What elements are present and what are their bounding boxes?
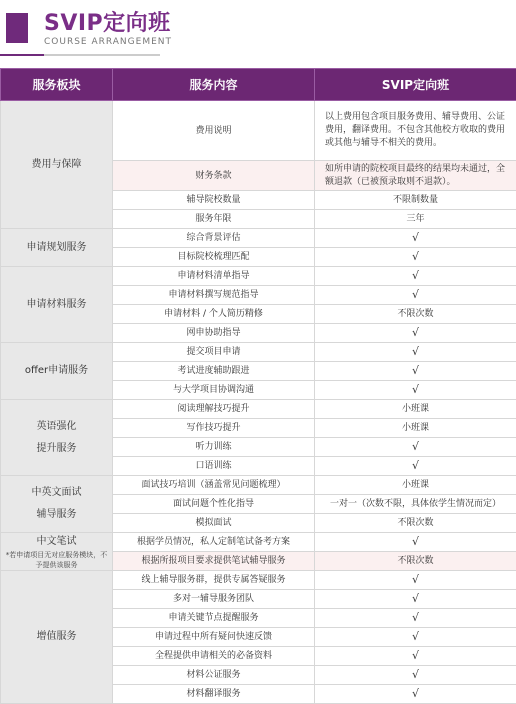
service-cell: 网申协助指导 bbox=[113, 324, 315, 343]
value-cell: 小班课 bbox=[315, 419, 516, 438]
check-mark-cell: √ bbox=[315, 609, 516, 628]
check-mark-cell: √ bbox=[315, 666, 516, 685]
table-body bbox=[1, 101, 516, 704]
check-mark-cell: √ bbox=[315, 647, 516, 666]
check-mark-cell: √ bbox=[315, 229, 516, 248]
page-title: SVIP定向班 bbox=[44, 6, 171, 37]
module-cell bbox=[1, 101, 113, 229]
check-mark-cell: √ bbox=[315, 685, 516, 704]
service-cell: 申请过程中所有疑问快速反馈 bbox=[113, 628, 315, 647]
page-header bbox=[0, 0, 516, 62]
service-cell: 全程提供申请相关的必备资料 bbox=[113, 647, 315, 666]
service-cell: 面试问题个性化指导 bbox=[113, 495, 315, 514]
module-label-line: 英语强化 bbox=[3, 419, 110, 435]
module-cell bbox=[1, 400, 113, 476]
module-label: 中文笔试 bbox=[3, 534, 110, 550]
check-mark-cell: √ bbox=[315, 381, 516, 400]
service-cell: 目标院校梳理匹配 bbox=[113, 248, 315, 267]
table-row bbox=[1, 229, 516, 248]
table-row bbox=[1, 267, 516, 286]
page-subtitle: COURSE ARRANGEMENT bbox=[44, 37, 172, 47]
service-cell: 听力训练 bbox=[113, 438, 315, 457]
service-cell: 服务年限 bbox=[113, 210, 315, 229]
service-cell: 与大学项目协调沟通 bbox=[113, 381, 315, 400]
value-cell: 以上费用包含项目服务费用、辅导费用、公证费用，翻译费用。不包含其他校方收取的费用或其他与辅导不相关的费用。 bbox=[315, 101, 516, 161]
table-row bbox=[1, 101, 516, 161]
column-header-service: 服务内容 bbox=[113, 69, 315, 101]
brand-square-decoration bbox=[6, 13, 28, 43]
service-cell: 财务条款 bbox=[113, 161, 315, 191]
service-cell: 根据所报项目要求提供笔试辅导服务 bbox=[113, 552, 315, 571]
check-mark-cell: √ bbox=[315, 571, 516, 590]
service-cell: 申请材料 / 个人简历精修 bbox=[113, 305, 315, 324]
check-mark-cell: √ bbox=[315, 343, 516, 362]
check-mark-cell: √ bbox=[315, 267, 516, 286]
table-row bbox=[1, 533, 516, 552]
check-mark-cell: √ bbox=[315, 362, 516, 381]
check-mark-cell: √ bbox=[315, 590, 516, 609]
service-cell: 模拟面试 bbox=[113, 514, 315, 533]
table-row bbox=[1, 343, 516, 362]
service-cell: 阅读理解技巧提升 bbox=[113, 400, 315, 419]
module-label: offer申请服务 bbox=[3, 363, 110, 379]
module-label: 增值服务 bbox=[3, 629, 110, 645]
service-table bbox=[0, 68, 516, 704]
check-mark-cell: √ bbox=[315, 533, 516, 552]
check-mark-cell: √ bbox=[315, 628, 516, 647]
service-cell: 综合背景评估 bbox=[113, 229, 315, 248]
value-cell: 不限次数 bbox=[315, 514, 516, 533]
module-cell bbox=[1, 476, 113, 533]
module-cell bbox=[1, 267, 113, 343]
value-cell: 如所申请的院校项目最终的结果均未通过，全额退款（已被预录取则不退款）。 bbox=[315, 161, 516, 191]
service-cell: 辅导院校数量 bbox=[113, 191, 315, 210]
service-cell: 线上辅导服务群，提供专属答疑服务 bbox=[113, 571, 315, 590]
module-cell bbox=[1, 533, 113, 571]
service-cell: 材料翻译服务 bbox=[113, 685, 315, 704]
module-label-line: 中英文面试 bbox=[3, 485, 110, 501]
value-cell: 不限次数 bbox=[315, 552, 516, 571]
service-cell: 材料公证服务 bbox=[113, 666, 315, 685]
check-mark-cell: √ bbox=[315, 248, 516, 267]
check-mark-cell: √ bbox=[315, 457, 516, 476]
value-cell: 不限次数 bbox=[315, 305, 516, 324]
value-cell: 一对一（次数不限，具体依学生情况而定） bbox=[315, 495, 516, 514]
service-cell: 根据学员情况，私人定制笔试备考方案 bbox=[113, 533, 315, 552]
value-cell: 小班课 bbox=[315, 400, 516, 419]
module-label: 费用与保障 bbox=[3, 157, 110, 173]
table-row bbox=[1, 571, 516, 590]
service-cell: 口语训练 bbox=[113, 457, 315, 476]
module-note: *若申请项目无对应服务模块，不予提供该服务 bbox=[3, 550, 110, 570]
value-cell: 三年 bbox=[315, 210, 516, 229]
module-cell bbox=[1, 343, 113, 400]
check-mark-cell: √ bbox=[315, 324, 516, 343]
column-header-module: 服务板块 bbox=[1, 69, 113, 101]
service-cell: 申请关键节点提醒服务 bbox=[113, 609, 315, 628]
check-mark-cell: √ bbox=[315, 286, 516, 305]
value-cell: 小班课 bbox=[315, 476, 516, 495]
service-cell: 费用说明 bbox=[113, 101, 315, 161]
service-cell: 申请材料清单指导 bbox=[113, 267, 315, 286]
service-cell: 写作技巧提升 bbox=[113, 419, 315, 438]
service-cell: 考试进度辅助跟进 bbox=[113, 362, 315, 381]
table-row bbox=[1, 476, 516, 495]
module-cell bbox=[1, 571, 113, 704]
module-label-line: 提升服务 bbox=[3, 441, 110, 457]
module-label: 申请材料服务 bbox=[3, 297, 110, 313]
table-row bbox=[1, 400, 516, 419]
table-header-row bbox=[1, 69, 516, 101]
service-cell: 多对一辅导服务团队 bbox=[113, 590, 315, 609]
check-mark-cell: √ bbox=[315, 438, 516, 457]
value-cell: 不限制数量 bbox=[315, 191, 516, 210]
service-cell: 申请材料撰写规范指导 bbox=[113, 286, 315, 305]
header-divider-accent bbox=[0, 54, 44, 56]
column-header-plan: SVIP定向班 bbox=[315, 69, 516, 101]
module-cell bbox=[1, 229, 113, 267]
module-label: 申请规划服务 bbox=[3, 240, 110, 256]
module-label-line: 辅导服务 bbox=[3, 507, 110, 523]
service-cell: 面试技巧培训（涵盖常见问题梳理） bbox=[113, 476, 315, 495]
service-cell: 提交项目申请 bbox=[113, 343, 315, 362]
